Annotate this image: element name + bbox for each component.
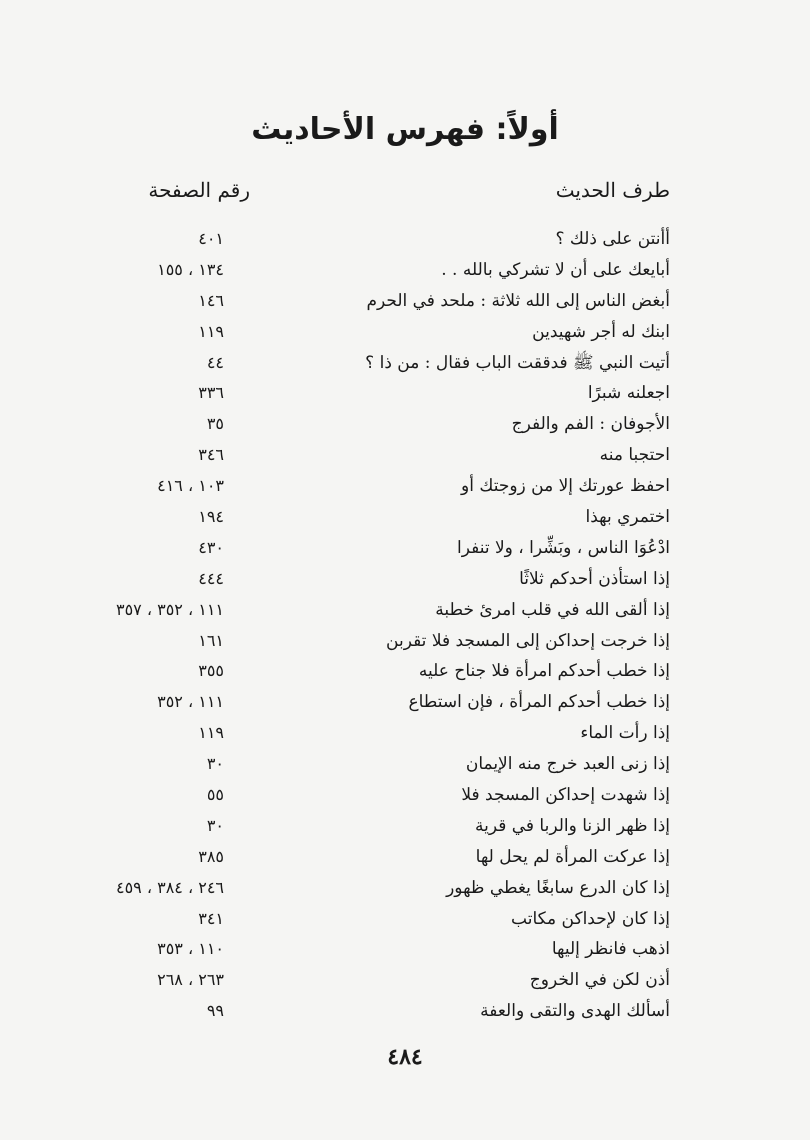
page-refs: ٤٠١ [198, 229, 224, 248]
index-entry [0, 687, 810, 718]
hadith-text: إذا شهدت إحداكن المسجد فلا [461, 785, 670, 806]
page-refs: ٣٠ [206, 815, 224, 835]
column-header-page: رقم الصفحة [148, 178, 250, 202]
hadith-text: إذا ظهر الزنا والربا في قرية [474, 815, 670, 836]
page-refs: ١٤٦ [198, 290, 224, 310]
index-entry [0, 904, 810, 935]
index-entry [0, 842, 810, 873]
hadith-text: اذهب فانظر إليها [551, 939, 670, 960]
hadith-text: إذا رأت الماء [580, 723, 670, 744]
index-entry [0, 811, 810, 842]
index-entry [0, 286, 810, 317]
hadith-text: ابنك له أجر شهيدين [532, 321, 670, 342]
hadith-text: أبايعك على أن لا تشركي بالله . . [441, 259, 670, 280]
page-refs: ٣٨٥ [198, 846, 224, 866]
page-refs: ١٠٣ ، ٤١٦ [157, 476, 224, 496]
index-entry [0, 595, 810, 626]
index-entry [0, 224, 810, 255]
hadith-text: أتيت النبي ﷺ فدققت الباب فقال : من ذا ؟ [365, 352, 670, 373]
index-entry [0, 471, 810, 502]
hadith-text: إذا عركت المرأة لم يحل لها [475, 846, 670, 867]
index-entry [0, 348, 810, 379]
page-refs: ١١٩ [198, 723, 224, 743]
page-refs: ٣٣٦ [198, 383, 224, 403]
page-refs: ١١١ ، ٣٥٢ [157, 692, 224, 712]
hadith-text: أذن لكن في الخروج [529, 970, 670, 991]
hadith-text: إذا استأذن أحدكم ثلاثًا [519, 568, 670, 589]
page-refs: ١٣٤ ، ١٥٥ [157, 259, 224, 279]
page-refs: ٤٤٤ [198, 568, 224, 588]
index-entry [0, 934, 810, 965]
hadith-text: إذا خرجت إحداكن إلى المسجد فلا تقربن [386, 630, 670, 651]
index-entry [0, 749, 810, 780]
page-refs: ٤٣٠ [198, 537, 224, 557]
hadith-text: إذا كان لإحداكن مكاتب [511, 908, 670, 929]
index-entry [0, 965, 810, 996]
hadith-text: ادْعُوَا الناس ، وبَشِّرا ، ولا تنفرا [457, 537, 670, 558]
page-refs: ٣٤٦ [198, 445, 224, 465]
hadith-text: احفظ عورتك إلا من زوجتك أو [461, 476, 670, 497]
index-entry [0, 378, 810, 409]
index-entry [0, 533, 810, 564]
index-entry [0, 409, 810, 440]
column-header-hadith: طرف الحديث [555, 178, 670, 202]
page-refs: ٩٩ [206, 1001, 224, 1021]
hadith-text: إذا خطب أحدكم امرأة فلا جناح عليه [418, 661, 670, 682]
hadith-text: اختمري بهذا [585, 507, 670, 528]
page-refs: ٥٥ [206, 785, 224, 805]
hadith-text: الأجوفان : الفم والفرج [511, 414, 670, 435]
page-refs: ١١١ ، ٣٥٢ ، ٣٥٧ [115, 599, 224, 619]
hadith-text: إذا زنى العبد خرج منه الإيمان [465, 754, 670, 775]
index-entry [0, 255, 810, 286]
page-refs: ١١٠ ، ٣٥٣ [157, 939, 224, 959]
index-entry [0, 718, 810, 749]
page-refs: ١١٩ [198, 321, 224, 341]
page-refs: ٣٥ [206, 414, 224, 434]
index-entry [0, 317, 810, 348]
page-refs: ٣٠ [206, 754, 224, 774]
hadith-text: أسألك الهدى والتقى والعفة [480, 1001, 670, 1022]
index-entry [0, 502, 810, 533]
page-title: أولاً: فهرس الأحاديث [251, 112, 559, 147]
hadith-text: إذا كان الدرع سابغًا يغطي ظهور [446, 877, 670, 898]
hadith-text: احتجبا منه [599, 445, 670, 466]
index-entry [0, 873, 810, 904]
index-entry [0, 656, 810, 687]
index-entry [0, 440, 810, 471]
hadith-text: اجعلنه شبرًا [587, 383, 670, 404]
hadith-text: إذا ألقى الله في قلب امرئ خطبة [435, 599, 670, 620]
page-refs: ٤٤ [206, 352, 224, 372]
page-refs: ٢٦٣ ، ٢٦٨ [157, 970, 224, 990]
hadith-text: أأنتن على ذلك ؟ [555, 229, 670, 249]
index-entry [0, 780, 810, 811]
page-number: ٤٨٤ [387, 1044, 423, 1070]
hadith-text: أبغض الناس إلى الله ثلاثة : ملحد في الحرم [366, 290, 670, 311]
index-entry [0, 996, 810, 1027]
index-entry [0, 626, 810, 657]
index-entry [0, 564, 810, 595]
page-refs: ٣٤١ [198, 908, 224, 928]
page-refs: ٣٥٥ [198, 661, 224, 681]
hadith-index-list [0, 224, 810, 1027]
page-refs: ١٦١ [198, 630, 224, 650]
page-refs: ٢٤٦ ، ٣٨٤ ، ٤٥٩ [115, 877, 224, 897]
page-refs: ١٩٤ [198, 507, 224, 527]
hadith-text: إذا خطب أحدكم المرأة ، فإن استطاع [408, 692, 670, 713]
